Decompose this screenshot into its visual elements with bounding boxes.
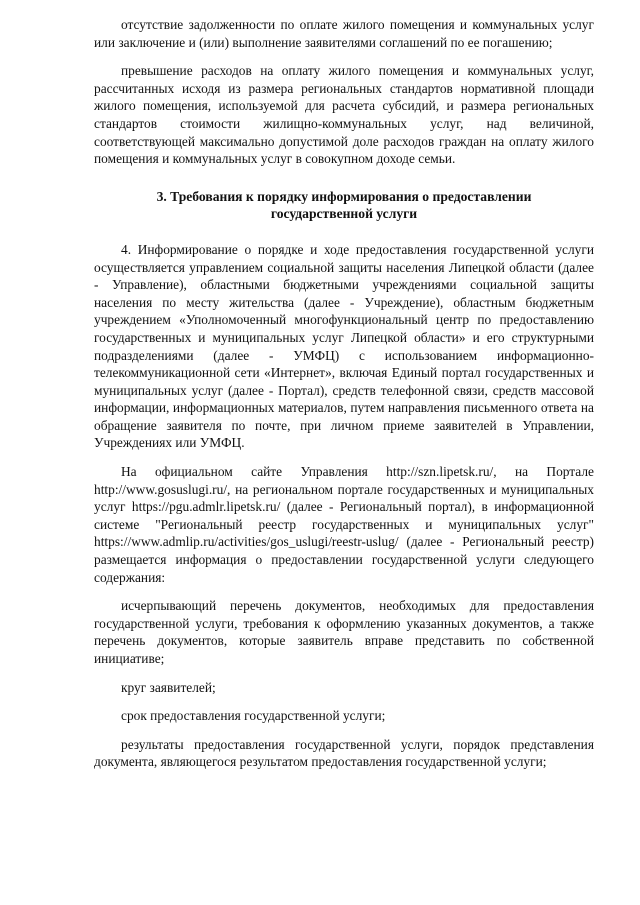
section-heading: 3. Требования к порядку информирования о предоставлении государственной услуги bbox=[156, 188, 532, 222]
list-item: круг заявителей; bbox=[121, 679, 216, 695]
list-item: срок предоставления государственной услуги; bbox=[121, 708, 386, 724]
paragraph-official-sites: На официальном сайте Управления http://szn.lipetsk.ru/, на Портале http://www.gosuslugi.ru/, на региональном портале государственных и муниципальных услуг https://pgu.admlr.lipetsk.ru/ (далее - Региональный портал), в информационной системе "Региональный реестр государственных и муниципальных услуг" https://www.admlip.ru/activities/gos_uslugi/reestr-uslug/ (далее - Региональный реестр) размещается информация о предоставлении государственной услуги следующего содержания: bbox=[94, 464, 594, 585]
document-body bbox=[94, 16, 594, 782]
paragraph-informing: 4. Информирование о порядке и ходе предоставления государственной услуги осуществляется управлением социальной защиты населения Липецкой области (далее - Управление), областными бюджетными учреждениями социальной защиты населения по месту жительства (далее - Учреждение), областным бюджетным учреждением «Уполномоченный многофункциональный центр по предоставлению государственных и муниципальных услуг Липецкой области» и его структурными подразделениями (далее - УМФЦ) с использованием информационно-телекоммуникационной сети «Интернет», включая Единый портал государственных и муниципальных услуг (далее - Портал), средств телефонной связи, средств массовой информации, информационных материалов, путем направления письменного ответа на обращение заявителя по почте, при личном приеме заявителей в Управлении, Учреждениях или УМФЦ. bbox=[94, 241, 594, 451]
list-item: исчерпывающий перечень документов, необходимых для предоставления государственной услуги, требования к оформлению указанных документов, а также перечень документов, которые заявитель вправе представить по собственной инициативе; bbox=[94, 598, 594, 666]
paragraph-expense-condition: превышение расходов на оплату жилого помещения и коммунальных услуг, рассчитанных исходя из размера региональных стандартов нормативной площади жилого помещения, используемой для расчета субсидий, и размера региональных стандартов стоимости жилищно-коммунальных услуг, над величиной, соответствующей максимально допустимой доле расходов граждан на оплату жилого помещения и коммунальных услуг в совокупном доходе семьи. bbox=[94, 63, 594, 167]
list-item: результаты предоставления государственной услуги, порядок представления документа, являющегося результатом предоставления государственной услуги; bbox=[94, 736, 594, 770]
paragraph-debt-condition: отсутствие задолженности по оплате жилого помещения и коммунальных услуг или заключение и (или) выполнение заявителями соглашений по ее погашению; bbox=[94, 17, 594, 50]
